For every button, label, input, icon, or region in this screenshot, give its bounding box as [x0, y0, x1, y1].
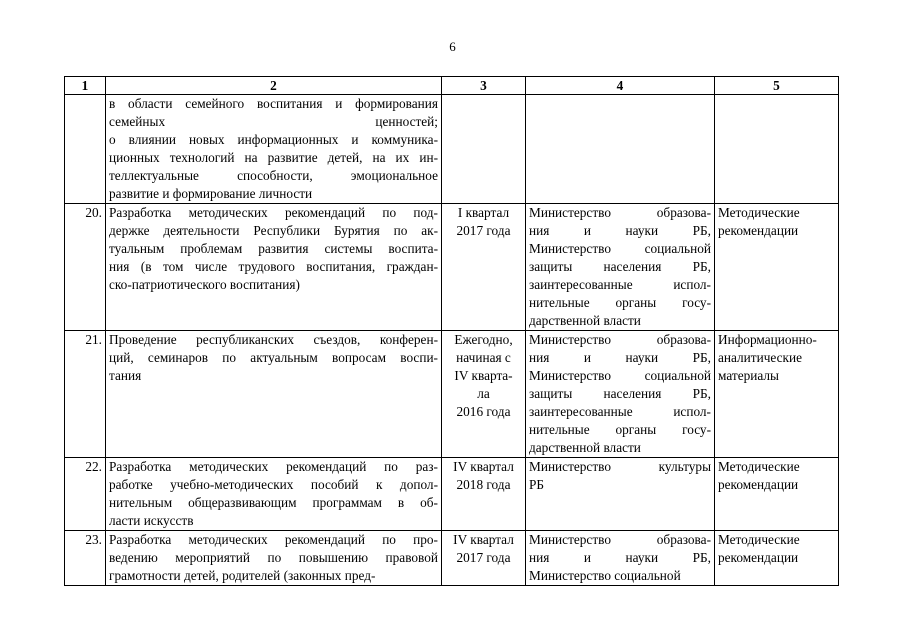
row-executor-line: заинтересованные испол-: [529, 404, 711, 419]
row-description-line: ласти искусств: [109, 513, 194, 528]
row-description-line: ния (в том числе трудового воспитания, граждан-: [109, 259, 438, 274]
row-description-line: ционных технологий на развитие детей, на их ин-: [109, 150, 438, 165]
table-row: [65, 331, 839, 458]
row-executor-line: Министерство образова-: [529, 332, 711, 347]
activity-plan-table: [64, 76, 839, 586]
row-description: [106, 95, 442, 204]
row-term-line: ла: [477, 386, 490, 401]
row-term-line: начиная с: [456, 350, 511, 365]
row-executor-line: Министерство образова-: [529, 205, 711, 220]
row-term-line: IV квартa-: [454, 368, 513, 383]
row-executor-line: дарственной власти: [529, 313, 641, 328]
row-term-line: Ежегодно,: [454, 332, 513, 347]
table-row: [65, 95, 839, 204]
row-number: 22.: [65, 458, 106, 531]
row-executor: [526, 204, 715, 331]
row-number: 21.: [65, 331, 106, 458]
row-description: [106, 331, 442, 458]
row-description-line: семейных ценностей;: [109, 114, 438, 129]
row-result: [715, 458, 839, 531]
row-result: [715, 95, 839, 204]
row-description-line: о влиянии новых информационных и коммуника-: [109, 132, 438, 147]
row-description: [106, 204, 442, 331]
row-result-line: материалы: [718, 368, 779, 383]
row-description-line: работке учебно-методических пособий к допол-: [109, 477, 438, 492]
row-description-line: ско-патриотического воспитания): [109, 277, 300, 292]
column-header-result: 5: [715, 77, 839, 95]
row-executor: [526, 458, 715, 531]
row-executor-line: защиты населения РБ,: [529, 386, 711, 401]
row-executor-line: Министерство социальной: [529, 241, 711, 256]
row-description: [106, 531, 442, 586]
row-description-line: Разработка методических рекомендаций по раз-: [109, 459, 438, 474]
row-term-line: I квартал: [457, 205, 510, 220]
table-row: [65, 204, 839, 331]
row-executor: [526, 531, 715, 586]
row-executor-line: заинтересованные испол-: [529, 277, 711, 292]
row-number: 23.: [65, 531, 106, 586]
row-result: [715, 531, 839, 586]
row-executor-line: Министерство социальной: [529, 368, 711, 383]
row-executor-line: Министерство социальной: [529, 568, 681, 583]
table-row: [65, 458, 839, 531]
row-result-line: рекомендации: [718, 477, 799, 492]
row-description-line: ций, семинаров по актуальным вопросам воспи-: [109, 350, 438, 365]
row-executor-line: ния и науки РБ,: [529, 223, 711, 238]
row-executor-line: защиты населения РБ,: [529, 259, 711, 274]
row-result-line: аналитические: [718, 350, 803, 365]
row-executor-line: ния и науки РБ,: [529, 550, 711, 565]
row-description-line: ведению мероприятий по повышению правовой: [109, 550, 438, 565]
row-executor: [526, 331, 715, 458]
row-description: [106, 458, 442, 531]
row-result: [715, 204, 839, 331]
row-description-line: Разработка методических рекомендаций по про-: [109, 532, 438, 547]
row-description-line: Проведение республиканских съездов, конферен-: [109, 332, 438, 347]
row-executor-line: РБ: [529, 477, 545, 492]
row-term: [442, 95, 526, 204]
row-term-line: IV квартал: [453, 532, 514, 547]
row-number: [65, 95, 106, 204]
row-result-line: рекомендации: [718, 223, 799, 238]
row-term-line: 2018 года: [456, 477, 511, 492]
row-description-line: теллектуальные способности, эмоциональное: [109, 168, 438, 183]
row-executor-line: нительные органы госу-: [529, 422, 711, 437]
row-executor-line: Министерство образова-: [529, 532, 711, 547]
row-description-line: развитие и формирование личности: [109, 186, 313, 201]
column-header-term: 3: [442, 77, 526, 95]
row-result: [715, 331, 839, 458]
row-description-line: нительным общеразвивающим программам в об-: [109, 495, 438, 510]
table-header-row: [65, 77, 839, 95]
row-description-line: в области семейного воспитания и формирования: [109, 96, 438, 111]
page-number: 6: [449, 39, 456, 54]
column-header-executor: 4: [526, 77, 715, 95]
row-result-line: Методические: [718, 205, 800, 220]
row-result-line: Методические: [718, 459, 800, 474]
row-term: [442, 204, 526, 331]
column-header-number: 1: [65, 77, 106, 95]
row-term-line: 2017 года: [456, 223, 511, 238]
row-description-line: Разработка методических рекомендаций по под-: [109, 205, 438, 220]
row-result-line: Методические: [718, 532, 800, 547]
column-header-description: 2: [106, 77, 442, 95]
row-description-line: туальным проблемам развития системы воспита-: [109, 241, 438, 256]
table-body: [65, 95, 839, 586]
row-term-line: 2017 года: [456, 550, 511, 565]
row-term-line: 2016 года: [456, 404, 511, 419]
row-term: [442, 458, 526, 531]
row-term-line: IV квартал: [453, 459, 514, 474]
row-result-line: Информационно-: [718, 332, 817, 347]
row-executor-line: Министерство культуры: [529, 459, 711, 474]
row-executor: [526, 95, 715, 204]
row-description-line: грамотности детей, родителей (законных пред-: [109, 568, 376, 583]
row-executor-line: ния и науки РБ,: [529, 350, 711, 365]
table-row: [65, 531, 839, 586]
row-term: [442, 331, 526, 458]
row-executor-line: нительные органы госу-: [529, 295, 711, 310]
row-description-line: тания: [109, 368, 142, 383]
row-term: [442, 531, 526, 586]
row-number: 20.: [65, 204, 106, 331]
row-result-line: рекомендации: [718, 550, 799, 565]
row-description-line: держке деятельности Республики Бурятия по ак-: [109, 223, 438, 238]
row-executor-line: дарственной власти: [529, 440, 641, 455]
